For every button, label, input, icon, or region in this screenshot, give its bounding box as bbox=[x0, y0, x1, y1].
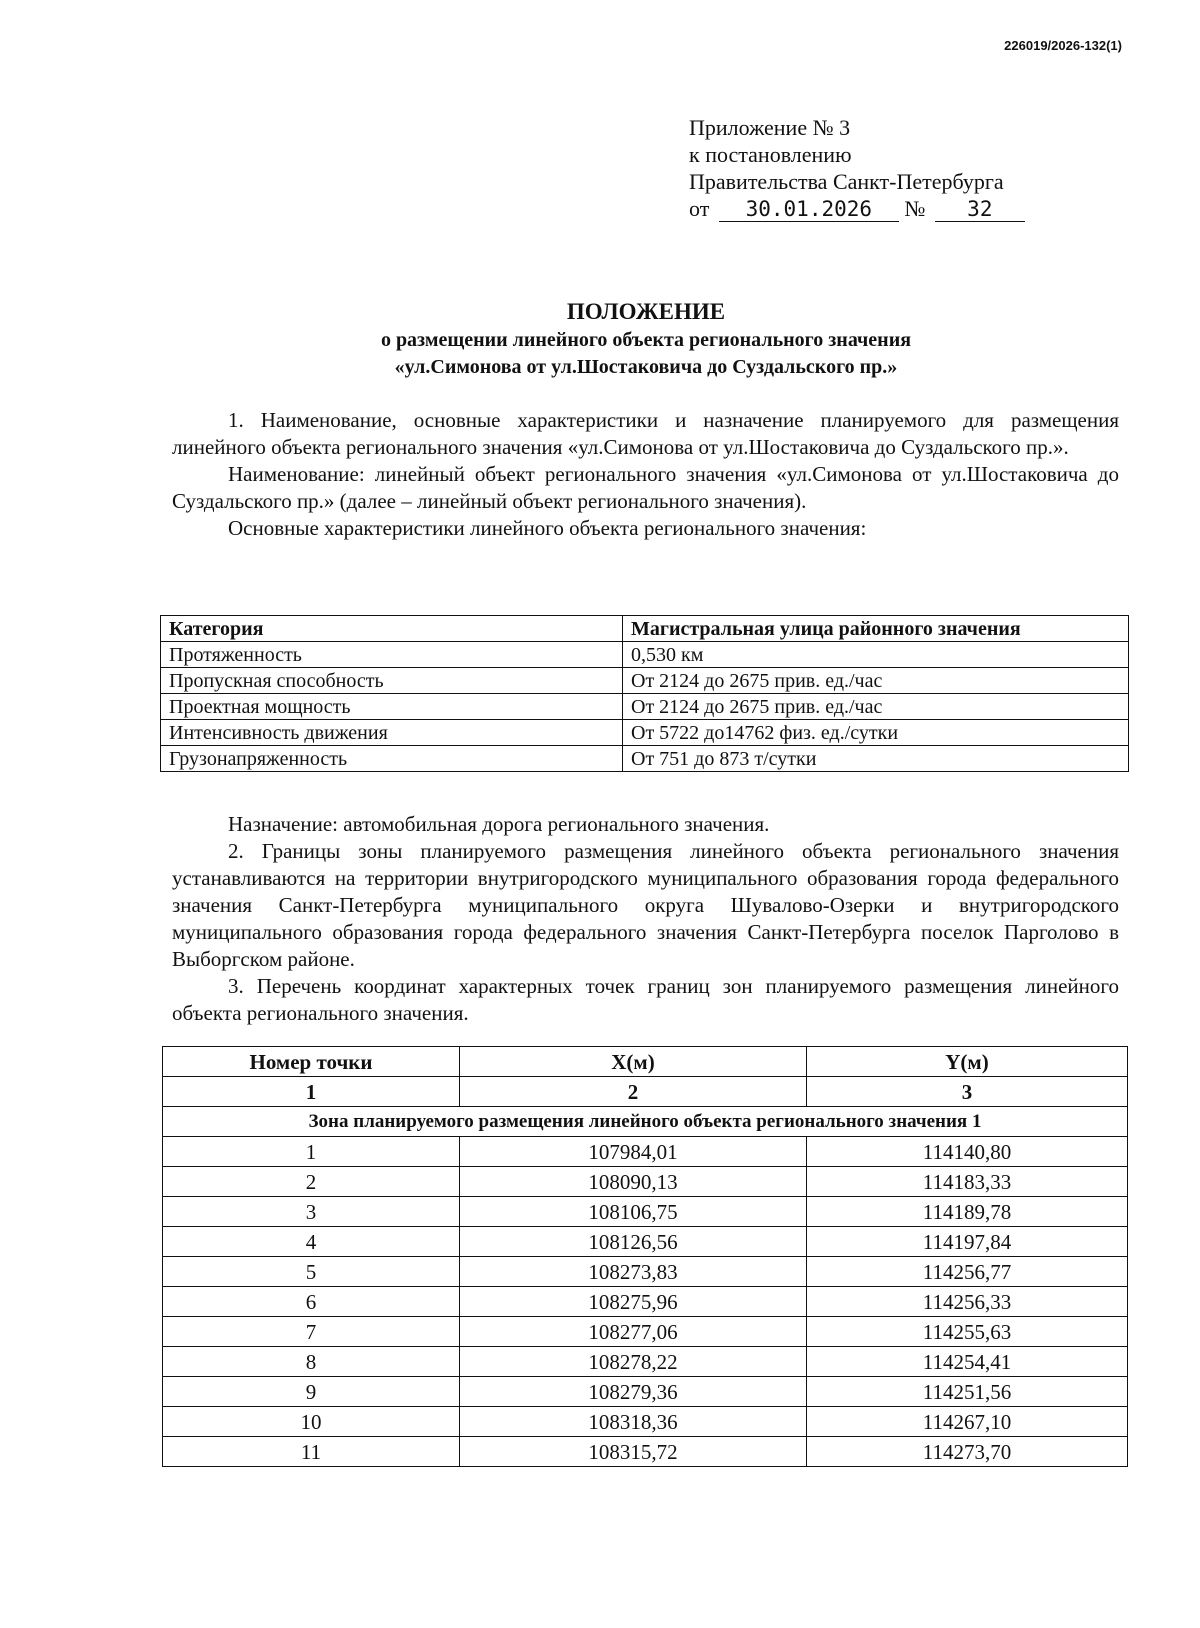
number-prefix: № bbox=[904, 196, 926, 221]
table-cell: 6 bbox=[163, 1287, 460, 1317]
table-cell: От 5722 до14762 физ. ед./сутки bbox=[623, 720, 1129, 746]
table-cell: 108278,22 bbox=[460, 1347, 807, 1377]
table-row bbox=[161, 694, 1129, 720]
date-prefix: от bbox=[689, 196, 710, 221]
table-cell: Интенсивность движения bbox=[161, 720, 623, 746]
paragraph: Назначение: автомобильная дорога регионального значения. bbox=[228, 812, 770, 836]
header-cell: Категория bbox=[161, 616, 623, 642]
table-cell: 108106,75 bbox=[460, 1197, 807, 1227]
table-cell: Протяженность bbox=[161, 642, 623, 668]
appendix-line-2: к постановлению bbox=[689, 142, 852, 167]
table-row bbox=[163, 1407, 1128, 1437]
table-cell: 4 bbox=[163, 1227, 460, 1257]
section-1-text bbox=[172, 407, 1119, 542]
table-cell: 114189,78 bbox=[807, 1197, 1128, 1227]
appendix-block bbox=[689, 114, 1025, 222]
table-cell: 114254,41 bbox=[807, 1347, 1128, 1377]
table-cell: 114256,33 bbox=[807, 1287, 1128, 1317]
header-cell: X(м) bbox=[460, 1047, 807, 1077]
title-subtitle-1: о размещении линейного объекта регионального значения bbox=[380, 329, 912, 351]
table-header-row bbox=[163, 1047, 1128, 1077]
column-number-cell: 2 bbox=[460, 1077, 807, 1107]
table-row bbox=[161, 668, 1129, 694]
table-cell: 114256,77 bbox=[807, 1257, 1128, 1287]
zone-title-cell: Зона планируемого размещения линейного объекта регионального значения 1 bbox=[163, 1107, 1128, 1137]
table-cell: Грузонапряженность bbox=[161, 746, 623, 772]
table-cell: 2 bbox=[163, 1167, 460, 1197]
characteristics-table bbox=[160, 615, 1129, 772]
title-subtitle-2: «ул.Симонова от ул.Шостаковича до Суздальского пр.» bbox=[394, 356, 898, 378]
table-cell: 108273,83 bbox=[460, 1257, 807, 1287]
table-cell: Пропускная способность bbox=[161, 668, 623, 694]
table-cell: 114255,63 bbox=[807, 1317, 1128, 1347]
table-header-row bbox=[161, 616, 1129, 642]
table-row bbox=[163, 1437, 1128, 1467]
table-cell: 114197,84 bbox=[807, 1227, 1128, 1257]
table-row bbox=[163, 1317, 1128, 1347]
table-cell: 10 bbox=[163, 1407, 460, 1437]
header-cell: Магистральная улица районного значения bbox=[623, 616, 1129, 642]
table-row bbox=[163, 1137, 1128, 1167]
table-row bbox=[163, 1257, 1128, 1287]
table-cell: 108315,72 bbox=[460, 1437, 807, 1467]
table-row bbox=[163, 1227, 1128, 1257]
resolution-number: 32 bbox=[935, 197, 1025, 222]
table-cell: 7 bbox=[163, 1317, 460, 1347]
coordinates-table bbox=[162, 1046, 1128, 1467]
table-cell: 8 bbox=[163, 1347, 460, 1377]
zone-title-row bbox=[163, 1107, 1128, 1137]
table-cell: 0,530 км bbox=[623, 642, 1129, 668]
column-number-cell: 3 bbox=[807, 1077, 1128, 1107]
document-title bbox=[160, 297, 1132, 381]
paragraph: Основные характеристики линейного объекта регионального значения: bbox=[228, 516, 867, 540]
table-row bbox=[161, 746, 1129, 772]
table-cell: От 751 до 873 т/сутки bbox=[623, 746, 1129, 772]
appendix-date-line bbox=[689, 195, 1025, 222]
appendix-line-1: Приложение № 3 bbox=[689, 115, 851, 140]
column-number-cell: 1 bbox=[163, 1077, 460, 1107]
table-row bbox=[163, 1377, 1128, 1407]
column-number-row bbox=[163, 1077, 1128, 1107]
document-id: 226019/2026-132(1) bbox=[1004, 38, 1122, 53]
table-cell: 5 bbox=[163, 1257, 460, 1287]
table-cell: 107984,01 bbox=[460, 1137, 807, 1167]
table-cell: 1 bbox=[163, 1137, 460, 1167]
table-cell: 11 bbox=[163, 1437, 460, 1467]
table-cell: 108318,36 bbox=[460, 1407, 807, 1437]
table-cell: От 2124 до 2675 прив. ед./час bbox=[623, 694, 1129, 720]
title-main: ПОЛОЖЕНИЕ bbox=[566, 299, 726, 324]
table-cell: 9 bbox=[163, 1377, 460, 1407]
table-row bbox=[163, 1287, 1128, 1317]
table-cell: 3 bbox=[163, 1197, 460, 1227]
table-row bbox=[161, 642, 1129, 668]
appendix-line-3: Правительства Санкт-Петербурга bbox=[689, 169, 1004, 194]
section-2-3-text bbox=[172, 811, 1119, 1027]
paragraph: 1. Наименование, основные характеристики и назначение планируемого для размещения линейного объекта регионального значения «ул.Симонова от ул.Шостаковича до Суздальского пр.». bbox=[172, 408, 1119, 459]
table-cell: От 2124 до 2675 прив. ед./час bbox=[623, 668, 1129, 694]
table-cell: 114140,80 bbox=[807, 1137, 1128, 1167]
paragraph: 2. Границы зоны планируемого размещения линейного объекта регионального значения устанавливаются на территории внутригородского муниципального образования города федерального значения Санкт-Петербурга муниципального округа Шувалово-Озерки и внутригородского муниципального образования города федерального значения Санкт-Петербурга поселок Парголово в Выборгском районе. bbox=[172, 839, 1119, 971]
table-cell: 114273,70 bbox=[807, 1437, 1128, 1467]
table-cell: 108279,36 bbox=[460, 1377, 807, 1407]
table-cell: 108126,56 bbox=[460, 1227, 807, 1257]
resolution-date: 30.01.2026 bbox=[719, 197, 899, 222]
table-cell: 114183,33 bbox=[807, 1167, 1128, 1197]
table-row bbox=[161, 720, 1129, 746]
table-cell: 114267,10 bbox=[807, 1407, 1128, 1437]
table-row bbox=[163, 1197, 1128, 1227]
table-cell: 108277,06 bbox=[460, 1317, 807, 1347]
paragraph: 3. Перечень координат характерных точек границ зон планируемого размещения линейного объекта регионального значения. bbox=[172, 974, 1119, 1025]
paragraph: Наименование: линейный объект регионального значения «ул.Симонова от ул.Шостаковича до Суздальского пр.» (далее – линейный объект регионального значения). bbox=[172, 462, 1119, 513]
table-cell: 108090,13 bbox=[460, 1167, 807, 1197]
table-cell: 114251,56 bbox=[807, 1377, 1128, 1407]
table-row bbox=[163, 1347, 1128, 1377]
table-cell: Проектная мощность bbox=[161, 694, 623, 720]
header-cell: Номер точки bbox=[163, 1047, 460, 1077]
header-cell: Y(м) bbox=[807, 1047, 1128, 1077]
table-cell: 108275,96 bbox=[460, 1287, 807, 1317]
table-row bbox=[163, 1167, 1128, 1197]
